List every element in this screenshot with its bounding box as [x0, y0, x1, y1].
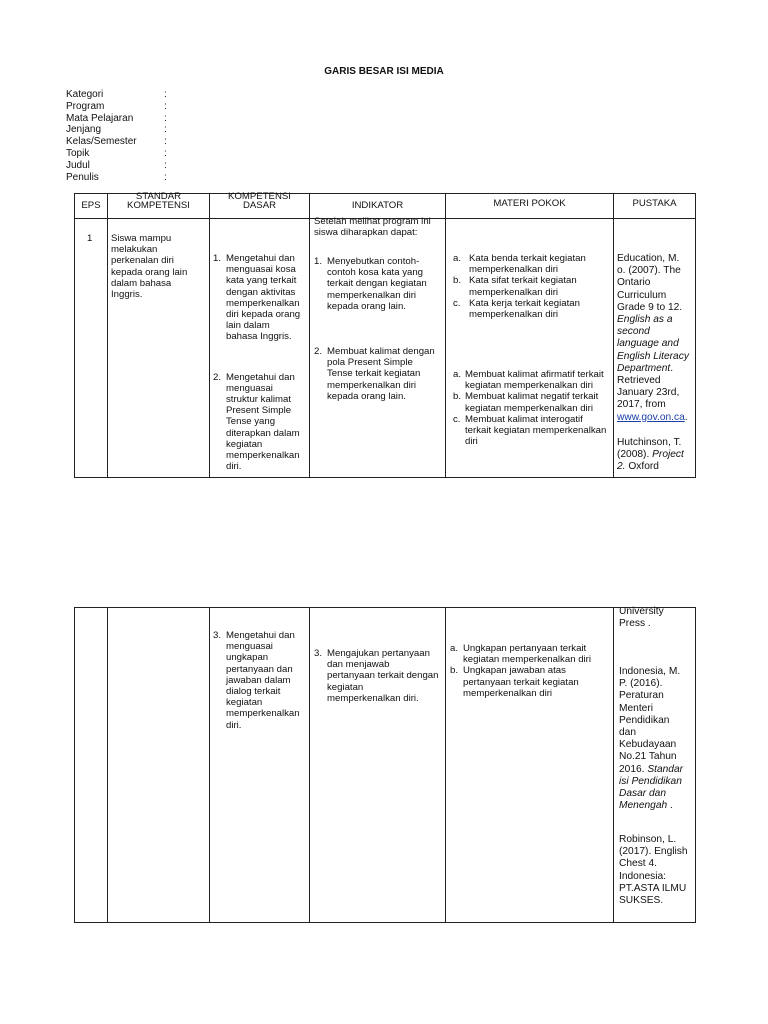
- list-marker: b.: [453, 275, 462, 287]
- reference-link[interactable]: www.gov.on.ca: [617, 411, 685, 423]
- cell-standar-kompetensi: [108, 608, 210, 923]
- header-materi-pokok: MATERI POKOK: [446, 194, 614, 219]
- meta-separator: :: [164, 124, 167, 136]
- list-item-text: Kata benda terkait kegiatan memperkenalkan diri: [469, 253, 586, 276]
- list-item: [213, 630, 303, 731]
- list-item-text: Mengetahui dan menguasai struktur kalimat Present Simple Tense yang diterapkan dalam kegiatan memperkenalkan diri.: [226, 371, 300, 473]
- list-item-text: Mengetahui dan menguasai kosa kata yang terkait dengan aktivitas memperkenalkan diri kepada orang lain dalam bahasa Inggris.: [226, 253, 301, 343]
- list-marker: 1.: [314, 256, 323, 267]
- indikator-intro: Setelah melihat program ini siswa diharapkan dapat:: [314, 216, 431, 239]
- list-marker: 3.: [213, 630, 222, 641]
- meta-label: Jenjang: [66, 124, 102, 136]
- cell-kompetensi-dasar: [210, 608, 310, 923]
- list-marker: b.: [453, 391, 462, 403]
- meta-separator: :: [164, 100, 167, 112]
- cell-materi-pokok: [446, 608, 614, 923]
- meta-row: [66, 136, 174, 148]
- list-item-text: Membuat kalimat interogatif terkait kegiatan memperkenalkan diri: [465, 413, 607, 448]
- list-item: [453, 253, 607, 275]
- list-item: [450, 643, 607, 665]
- header-kompetensi-dasar: KOMPETENSI DASAR: [210, 194, 310, 219]
- list-marker: 2.: [314, 346, 323, 358]
- meta-separator: :: [164, 89, 167, 100]
- list-item: [453, 298, 607, 320]
- table-row: [75, 608, 696, 923]
- list-item-text: Mengetahui dan menguasai ungkapan pertanyaan dan jawaban dalam dialog terkait kegiatan memperkenalkan diri.: [226, 630, 300, 731]
- list-item: [314, 256, 439, 312]
- meta-separator: :: [164, 159, 167, 171]
- list-marker: 3.: [314, 648, 323, 659]
- header-indikator: INDIKATOR: [310, 194, 446, 219]
- eps-number: 1: [87, 233, 93, 244]
- header-eps: EPS: [75, 194, 108, 219]
- meta-separator: :: [164, 112, 167, 124]
- list-marker: b.: [450, 665, 459, 677]
- reference-indonesia: Indonesia, M. P. (2016). Peraturan Menteri Pendidikan dan Kebudayaan No.21 Tahun 2016. Standar isi Pendidikan Dasar dan Menengah .: [619, 666, 684, 812]
- outline-table-part-2: [74, 607, 696, 923]
- list-marker: 2.: [213, 371, 222, 383]
- list-item: [453, 414, 609, 448]
- reference-hutchinson: Hutchinson, T. (2008). Project 2. Oxford: [617, 437, 684, 473]
- list-marker: c.: [453, 297, 461, 309]
- header-pustaka: PUSTAKA: [614, 194, 696, 219]
- cell-eps: [75, 219, 108, 478]
- meta-label: Program: [66, 100, 105, 112]
- list-marker: a.: [453, 369, 462, 380]
- meta-label: Mata Pelajaran: [66, 112, 134, 124]
- list-item: [453, 275, 607, 297]
- list-item: [314, 648, 439, 704]
- meta-row: [66, 89, 174, 101]
- list-item: [453, 391, 609, 413]
- cell-standar-kompetensi: [108, 219, 210, 478]
- metadata-block: [66, 89, 174, 183]
- meta-row: [66, 124, 174, 136]
- list-marker: a.: [453, 253, 462, 264]
- list-item-text: Ungkapan jawaban atas pertanyaan terkait kegiatan memperkenalkan diri: [463, 665, 579, 699]
- reference-continued: University Press .: [619, 606, 664, 630]
- cell-kompetensi-dasar: [210, 219, 310, 478]
- list-item-text: Kata kerja terkait kegiatan memperkenalkan diri: [469, 297, 580, 321]
- meta-label: Penulis: [66, 171, 99, 183]
- cell-pustaka: [614, 608, 696, 923]
- list-item-text: Mengajukan pertanyaan dan menjawab pertanyaan terkait dengan kegiatan memperkenalkan diri.: [327, 648, 439, 704]
- meta-separator: :: [164, 147, 167, 159]
- cell-materi-pokok: [446, 219, 614, 478]
- list-item-text: Menyebutkan contoh-contoh kosa kata yang terkait dengan kegiatan memperkenalkan diri kepada orang lain.: [327, 256, 427, 312]
- list-item: [213, 253, 303, 343]
- cell-indikator: [310, 608, 446, 923]
- list-marker: c.: [453, 413, 461, 425]
- reference-robinson: Robinson, L. (2017). English Chest 4. Indonesia: PT.ASTA ILMU SUKSES.: [619, 834, 688, 907]
- cell-pustaka: [614, 219, 696, 478]
- document-title: GARIS BESAR ISI MEDIA: [324, 66, 444, 77]
- list-item: [453, 369, 609, 391]
- table-header-row: [75, 194, 696, 219]
- meta-row: [66, 113, 174, 125]
- reference-education: Education, M. o. (2007). The Ontario Curriculum Grade 9 to 12. English as a second language and English Literacy Department. Retrieved January 23rd, 2017, from www.gov.on.ca.: [617, 253, 689, 423]
- list-item-text: Kata sifat terkait kegiatan memperkenalkan diri: [469, 275, 577, 298]
- list-item: [314, 346, 439, 402]
- list-marker: a.: [450, 643, 459, 654]
- list-marker: 1.: [213, 253, 222, 264]
- meta-label: Kelas/Semester: [66, 136, 137, 148]
- outline-table-part-1: [74, 193, 696, 478]
- cell-indikator: [310, 216, 446, 478]
- list-item: [450, 665, 607, 699]
- cell-eps: [75, 608, 108, 923]
- list-item-text: Membuat kalimat dengan pola Present Simple Tense terkait kegiatan memperkenalkan diri kepada orang lain.: [327, 346, 435, 402]
- meta-label: Kategori: [66, 89, 104, 100]
- list-item-text: Membuat kalimat negatif terkait kegiatan memperkenalkan diri: [465, 391, 599, 414]
- list-item-text: Membuat kalimat afirmatif terkait kegiatan memperkenalkan diri: [465, 369, 604, 392]
- meta-row: [66, 172, 174, 184]
- standar-kompetensi-text: Siswa mampu melakukan perkenalan diri kepada orang lain dalam bahasa Inggris.: [111, 233, 188, 301]
- meta-row: [66, 160, 174, 172]
- meta-separator: :: [164, 136, 167, 148]
- meta-row: [66, 101, 174, 113]
- meta-row: [66, 148, 174, 160]
- meta-label: Judul: [66, 159, 90, 171]
- meta-label: Topik: [66, 147, 90, 159]
- list-item: [213, 372, 303, 473]
- table-row: [75, 219, 696, 478]
- list-item-text: Ungkapan pertanyaan terkait kegiatan memperkenalkan diri: [463, 643, 591, 666]
- header-standar-kompetensi: STANDAR KOMPETENSI: [108, 194, 210, 219]
- meta-separator: :: [164, 171, 167, 183]
